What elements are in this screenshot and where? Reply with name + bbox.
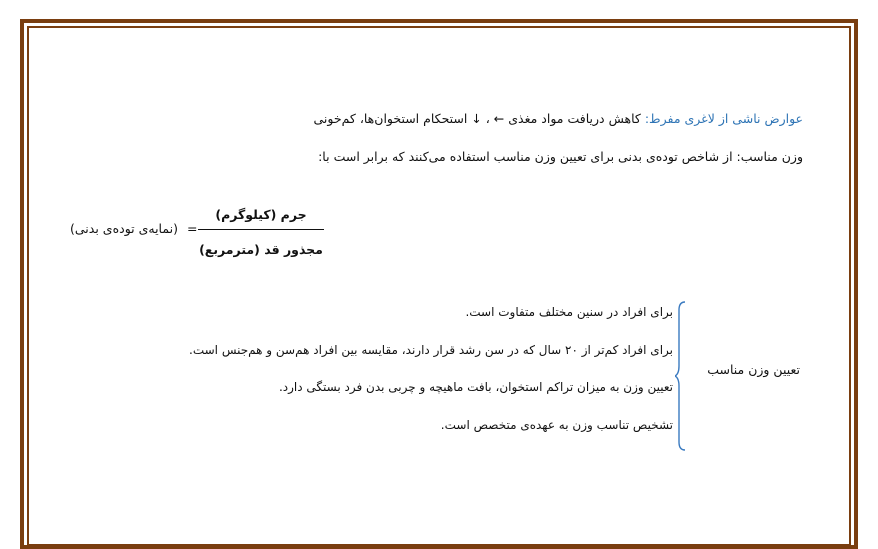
group-title: تعیین وزن مناسب: [707, 362, 800, 377]
side-effects-text: کاهش دریافت مواد مغذی ← ، ↓ استحکام استخوان‌ها، کم‌خونی: [313, 111, 645, 126]
group-item-3: تعیین وزن به میزان تراکم استخوان، بافت ماهیچه و چربی بدن فرد بستگی دارد.: [278, 380, 673, 394]
formula-lhs: (نمایه‌ی توده‌ی بدنی): [70, 221, 178, 236]
fraction-bar: [198, 229, 324, 230]
curly-brace-icon: [675, 300, 689, 452]
formula-denominator: مجذور قد (مترمربع): [199, 242, 323, 257]
formula-numerator: جرم (کیلوگرم): [215, 207, 307, 222]
side-effects-label: عوارض ناشی از لاغری مفرط:: [644, 111, 803, 126]
page-border-inner: [27, 26, 851, 546]
group-item-4: تشخیص تناسب وزن به عهده‌ی متخصص است.: [440, 418, 673, 432]
group-item-1: برای افراد در سنین مختلف متفاوت است.: [465, 305, 673, 319]
group-item-2: برای افراد کم‌تر از ۲۰ سال که در سن رشد قرار دارند، مقایسه بین افراد هم‌سن و هم‌جنس است.: [189, 343, 673, 357]
side-effects-line: [314, 111, 804, 127]
bmi-intro-line: وزن مناسب: از شاخص توده‌ی بدنی برای تعیین وزن مناسب استفاده می‌کنند که برابر است با:: [318, 149, 803, 164]
formula-equals: =: [187, 221, 198, 236]
